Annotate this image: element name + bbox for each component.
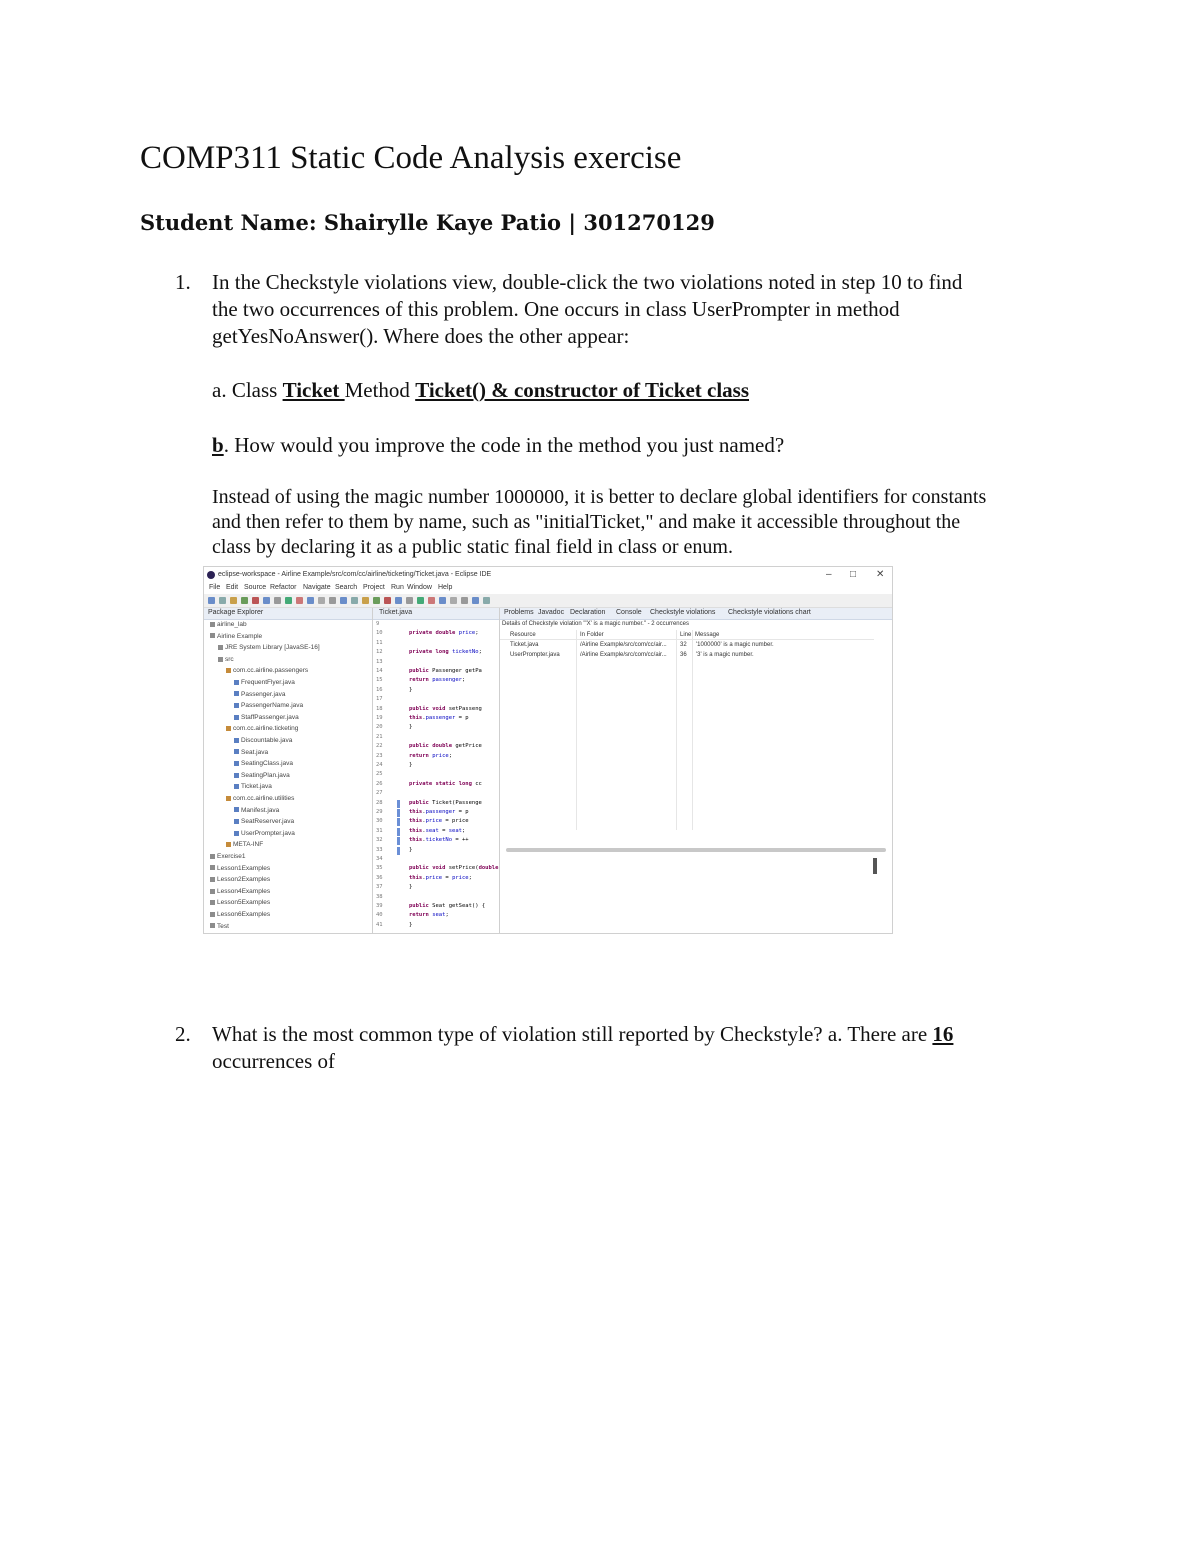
q1-b-letter: b: [212, 433, 224, 457]
tree-item[interactable]: [210, 865, 270, 872]
java-file-icon: [234, 761, 239, 766]
violation-cell-resource[interactable]: UserPrompter.java: [510, 652, 560, 658]
page-title: COMP311 Static Code Analysis exercise: [140, 140, 682, 176]
gutter-marker: [397, 809, 400, 817]
code-line[interactable]: this.price = price;: [409, 874, 472, 881]
violation-cell-folder[interactable]: /Airline Example/src/com/cc/air...: [580, 652, 667, 658]
tree-item-label: Airline Example: [217, 632, 263, 640]
gutter-marker: [397, 828, 400, 836]
line-number: 13: [376, 658, 383, 665]
line-number: 36: [376, 874, 383, 881]
project-icon: [218, 645, 223, 650]
toolbar-button-icon[interactable]: [285, 597, 292, 604]
tree-item[interactable]: [234, 691, 285, 698]
package-icon: [226, 668, 231, 673]
package-explorer: [204, 608, 373, 933]
code-editor: [373, 608, 500, 933]
maximize-icon[interactable]: □: [850, 569, 857, 580]
java-file-icon: [234, 703, 239, 708]
java-file-icon: [234, 807, 239, 812]
checkstyle-view: [500, 608, 892, 933]
menu-window[interactable]: Window: [407, 584, 432, 591]
tree-item-label: Lesson4Examples: [217, 887, 271, 895]
tree-item[interactable]: [210, 911, 270, 918]
tree-item-label: JRE System Library [JavaSE-16]: [225, 644, 320, 652]
line-number: 37: [376, 884, 383, 891]
q1-line-1: In the Checkstyle violations view, double-click the two violations noted in step 10 to find: [212, 270, 963, 294]
violation-cell-resource[interactable]: Ticket.java: [510, 642, 539, 648]
tree-item-label: Ticket.java: [241, 783, 272, 791]
tree-item[interactable]: [234, 807, 279, 814]
line-number: 26: [376, 780, 383, 787]
project-icon: [210, 900, 215, 905]
code-line[interactable]: public double getPrice: [409, 743, 482, 750]
toolbar-button-icon[interactable]: [439, 597, 446, 604]
q1-part-b: [212, 432, 784, 459]
line-number: 10: [376, 630, 383, 637]
tree-item-label: com.cc.airline.utilities: [233, 795, 295, 802]
eclipse-logo-icon: [207, 571, 215, 579]
q1-number: 1.: [175, 270, 191, 294]
code-line[interactable]: }: [409, 846, 413, 853]
tree-item-label: SeatReserver.java: [241, 818, 295, 826]
toolbar-button-icon[interactable]: [263, 597, 270, 604]
tree-item[interactable]: [210, 633, 262, 640]
q1-answer-line-3: class by declaring it as a public static final field in class or enum.: [212, 536, 733, 558]
q2-count-answer: 16: [932, 1022, 954, 1046]
code-line[interactable]: public Seat getSeat() {: [409, 903, 486, 909]
toolbar-button-icon[interactable]: [230, 597, 237, 604]
java-file-icon: [234, 831, 239, 836]
code-line[interactable]: this.passenger = p: [409, 715, 469, 721]
code-line[interactable]: }: [409, 921, 413, 928]
line-number: 24: [376, 762, 383, 768]
code-line[interactable]: private static long cc: [409, 780, 482, 787]
tree-item[interactable]: [226, 725, 298, 732]
code-line[interactable]: }: [409, 884, 413, 891]
package-explorer-title: Package Explorer: [208, 609, 264, 616]
violation-details: Details of Checkstyle violation "'X' is a magic number." - 2 occurrences: [502, 621, 689, 627]
menu-help[interactable]: Help: [438, 584, 453, 591]
project-icon: [210, 854, 215, 859]
toolbar-button-icon[interactable]: [252, 597, 259, 604]
tree-item[interactable]: [234, 702, 303, 709]
q1-a-prefix: a. Class: [212, 378, 283, 402]
code-line[interactable]: public Passenger getPa: [409, 668, 482, 674]
tree-item-label: Lesson1Examples: [217, 864, 271, 872]
q1-line-2: the two occurrences of this problem. One occurs in class UserPrompter in method: [212, 297, 900, 321]
close-icon[interactable]: ✕: [876, 569, 885, 580]
column-in-folder[interactable]: In Folder: [580, 632, 604, 638]
toolbar-button-icon[interactable]: [461, 597, 468, 604]
tree-item-label: Exercise1: [217, 853, 246, 860]
tree-item[interactable]: [210, 621, 247, 628]
grid-line: [692, 630, 693, 830]
tree-item-label: Seat.java: [241, 748, 269, 756]
menu-source[interactable]: Source: [244, 584, 267, 591]
line-number: 11: [376, 639, 383, 646]
toolbar-button-icon[interactable]: [362, 597, 369, 604]
line-number: 41: [376, 921, 383, 928]
menu-search[interactable]: Search: [335, 584, 358, 591]
code-line[interactable]: }: [409, 724, 413, 731]
line-number: 9: [376, 621, 380, 627]
toolbar-button-icon[interactable]: [208, 597, 215, 604]
package-icon: [226, 842, 231, 847]
student-name-line: Student Name: Shairylle Kaye Patio | 301270129: [140, 210, 715, 235]
tree-item[interactable]: [210, 888, 270, 895]
tree-item[interactable]: [234, 818, 294, 825]
q1-b-text: . How would you improve the code in the method you just named?: [223, 433, 785, 457]
toolbar-button-icon[interactable]: [483, 597, 490, 604]
line-number: 30: [376, 818, 383, 825]
tree-item-label: Manifest.java: [241, 806, 280, 814]
line-number: 15: [376, 677, 383, 684]
menu-file[interactable]: File: [209, 584, 221, 591]
tree-item-label: Lesson2Examples: [217, 876, 271, 884]
menu-run[interactable]: Run: [391, 584, 404, 591]
violation-cell-message[interactable]: '3' is a magic number.: [696, 652, 754, 658]
line-number: 31: [376, 827, 383, 834]
line-number: 35: [376, 865, 383, 872]
view-tab-bar: [500, 608, 892, 620]
grid-line: [500, 639, 874, 640]
java-file-icon: [234, 691, 239, 696]
q1-a-class-answer: Ticket: [282, 378, 345, 402]
project-icon: [218, 657, 223, 662]
project-icon: [210, 633, 215, 638]
q2-line-1: [212, 1021, 953, 1048]
tree-item[interactable]: [234, 760, 293, 767]
line-number: 25: [376, 771, 383, 778]
java-file-icon: [234, 738, 239, 743]
java-file-icon: [234, 680, 239, 685]
toolbar-button-icon[interactable]: [384, 597, 391, 604]
line-number: 33: [376, 846, 383, 853]
project-icon: [210, 912, 215, 917]
toolbar-button-icon[interactable]: [307, 597, 314, 604]
tree-item[interactable]: [226, 841, 263, 848]
toolbar-button-icon[interactable]: [219, 597, 226, 604]
tree-item[interactable]: [210, 899, 270, 906]
violation-cell-message[interactable]: '1000000' is a magic number.: [696, 642, 774, 648]
tree-item[interactable]: [210, 923, 229, 930]
line-number: 23: [376, 752, 383, 759]
q1-a-method-answer: Ticket() & constructor of Ticket class: [415, 378, 750, 402]
line-number: 29: [376, 809, 383, 815]
code-line[interactable]: }: [409, 686, 413, 693]
q2-line-2: occurrences of: [212, 1049, 336, 1073]
project-icon: [210, 865, 215, 870]
toolbar-button-icon[interactable]: [241, 597, 248, 604]
code-line[interactable]: this.price = price: [409, 818, 469, 825]
editor-tab[interactable]: Ticket.java: [379, 609, 413, 616]
package-icon: [226, 726, 231, 731]
line-number: 12: [376, 649, 383, 656]
tree-item-label: PassengerName.java: [241, 702, 304, 710]
q1-answer-line-2: and then refer to them by name, such as "initialTicket," and make it accessible throughout the: [212, 511, 961, 533]
toolbar-button-icon[interactable]: [428, 597, 435, 604]
tree-item-label: Lesson6Examples: [217, 911, 271, 918]
line-number: 32: [376, 837, 383, 844]
tree-item[interactable]: [226, 795, 294, 802]
tab-problems[interactable]: Problems: [504, 609, 534, 616]
tree-item[interactable]: [218, 644, 320, 651]
tree-item-label: Test: [217, 922, 229, 930]
code-line[interactable]: private double price;: [409, 630, 479, 637]
tree-item-label: SeatingClass.java: [241, 760, 294, 768]
tree-item[interactable]: [210, 876, 270, 883]
code-line[interactable]: return price;: [409, 752, 453, 759]
line-number: 20: [376, 724, 383, 731]
line-number: 34: [376, 856, 383, 862]
toolbar-button-icon[interactable]: [318, 597, 325, 604]
code-line[interactable]: return seat;: [409, 912, 449, 919]
code-line[interactable]: }: [409, 762, 413, 768]
q2-text: What is the most common type of violation still reported by Checkstyle? a. There are: [212, 1022, 933, 1046]
package-explorer-header: [204, 608, 372, 620]
violation-cell-line[interactable]: 36: [680, 652, 687, 658]
line-number: 18: [376, 705, 383, 712]
tree-item[interactable]: [234, 830, 295, 837]
java-file-icon: [234, 715, 239, 720]
toolbar-button-icon[interactable]: [395, 597, 402, 604]
tree-item[interactable]: [210, 853, 246, 860]
tree-item[interactable]: [234, 749, 268, 756]
tree-item-label: com.cc.airline.passengers: [233, 667, 309, 675]
ide-titlebar: [204, 567, 892, 583]
q1-a-mid: Method: [344, 378, 416, 402]
menu-navigate[interactable]: Navigate: [303, 584, 331, 591]
tree-item[interactable]: [234, 783, 272, 790]
code-line[interactable]: public Ticket(Passenge: [409, 799, 482, 806]
q2-number: 2.: [175, 1022, 191, 1046]
tab-javadoc[interactable]: Javadoc: [538, 609, 565, 616]
toolbar-button-icon[interactable]: [340, 597, 347, 604]
code-line[interactable]: return passenger;: [409, 677, 466, 684]
column-line[interactable]: Line: [680, 632, 692, 638]
line-number: 19: [376, 715, 383, 721]
line-number: 17: [376, 696, 383, 703]
tree-item[interactable]: [234, 737, 292, 744]
line-number: 21: [376, 733, 383, 740]
toolbar-button-icon[interactable]: [296, 597, 303, 604]
ide-toolbar: [204, 594, 892, 608]
menu-refactor[interactable]: Refactor: [270, 584, 297, 591]
toolbar-button-icon[interactable]: [351, 597, 358, 604]
code-line[interactable]: public void setPrice(double: [409, 865, 499, 872]
gutter-marker: [397, 818, 400, 826]
menu-edit[interactable]: Edit: [226, 584, 239, 591]
tree-item-label: UserPrompter.java: [241, 829, 295, 837]
tree-item-label: com.cc.airline.ticketing: [233, 725, 299, 733]
line-number: 38: [376, 893, 383, 900]
q1-answer-line-1: Instead of using the magic number 1000000, it is better to declare global identifiers for constants: [212, 486, 987, 508]
project-icon: [210, 923, 215, 928]
column-resource[interactable]: Resource: [510, 632, 536, 638]
tree-item[interactable]: [226, 667, 308, 674]
minimize-icon[interactable]: –: [826, 569, 832, 580]
tree-item-label: Passenger.java: [241, 690, 286, 698]
tree-item-label: META-INF: [233, 841, 264, 849]
editor-tab-bar: [373, 608, 499, 620]
tree-item-label: Discountable.java: [241, 737, 293, 744]
tree-item-label: airline_lab: [217, 621, 247, 628]
tree-item[interactable]: [234, 714, 299, 721]
code-line[interactable]: this.seat = seat;: [409, 827, 466, 834]
tab-console[interactable]: Console: [616, 609, 642, 616]
java-file-icon: [234, 819, 239, 824]
project-icon: [210, 877, 215, 882]
tree-item-label: StaffPassenger.java: [241, 713, 299, 721]
java-file-icon: [234, 773, 239, 778]
toolbar-button-icon[interactable]: [450, 597, 457, 604]
tree-item[interactable]: [234, 679, 295, 686]
vertical-scrollbar[interactable]: [873, 858, 877, 874]
q1-line-3: getYesNoAnswer(). Where does the other appear:: [212, 324, 630, 348]
package-icon: [226, 796, 231, 801]
code-line[interactable]: private long ticketNo;: [409, 649, 482, 656]
line-number: 40: [376, 912, 383, 919]
grid-line: [576, 630, 577, 830]
java-file-icon: [234, 749, 239, 754]
line-number: 22: [376, 743, 383, 750]
toolbar-button-icon[interactable]: [406, 597, 413, 604]
line-number: 14: [376, 668, 383, 674]
java-file-icon: [234, 784, 239, 789]
project-icon: [210, 889, 215, 894]
tree-item-label: src: [225, 655, 234, 663]
tree-item[interactable]: [218, 656, 234, 663]
toolbar-button-icon[interactable]: [274, 597, 281, 604]
grid-line: [676, 630, 677, 830]
tree-item-label: FrequentFlyer.java: [241, 679, 295, 686]
ide-menubar: [204, 583, 892, 594]
code-line[interactable]: this.ticketNo = ++: [409, 837, 469, 844]
toolbar-button-icon[interactable]: [329, 597, 336, 604]
code-line[interactable]: this.passenger = p: [409, 809, 469, 815]
tab-declaration[interactable]: Declaration: [570, 609, 606, 616]
project-icon: [210, 622, 215, 627]
tree-item[interactable]: [234, 772, 290, 779]
violation-cell-folder[interactable]: /Airline Example/src/com/cc/air...: [580, 642, 667, 648]
line-number: 39: [376, 903, 383, 909]
q1-part-a: [212, 377, 749, 404]
toolbar-button-icon[interactable]: [373, 597, 380, 604]
menu-project[interactable]: Project: [363, 584, 385, 591]
line-number: 28: [376, 799, 383, 806]
tree-item-label: Lesson5Examples: [217, 899, 271, 907]
horizontal-scrollbar[interactable]: [506, 848, 886, 852]
eclipse-screenshot: [203, 566, 893, 934]
gutter-marker: [397, 837, 400, 845]
gutter-marker: [397, 847, 400, 855]
column-message[interactable]: Message: [695, 632, 720, 638]
gutter-marker: [397, 800, 400, 808]
code-line[interactable]: public void setPasseng: [409, 705, 482, 712]
line-number: 16: [376, 686, 383, 693]
violation-cell-line[interactable]: 32: [680, 642, 687, 648]
tab-checkstyle-violations-chart[interactable]: Checkstyle violations chart: [728, 609, 811, 616]
toolbar-button-icon[interactable]: [472, 597, 479, 604]
tab-checkstyle-violations[interactable]: Checkstyle violations: [650, 609, 716, 616]
line-number: 27: [376, 790, 383, 797]
ide-window-title: eclipse-workspace - Airline Example/src/com/cc/airline/ticketing/Ticket.java - Eclipse IDE: [218, 571, 492, 578]
toolbar-button-icon[interactable]: [417, 597, 424, 604]
tree-item-label: SeatingPlan.java: [241, 771, 290, 779]
